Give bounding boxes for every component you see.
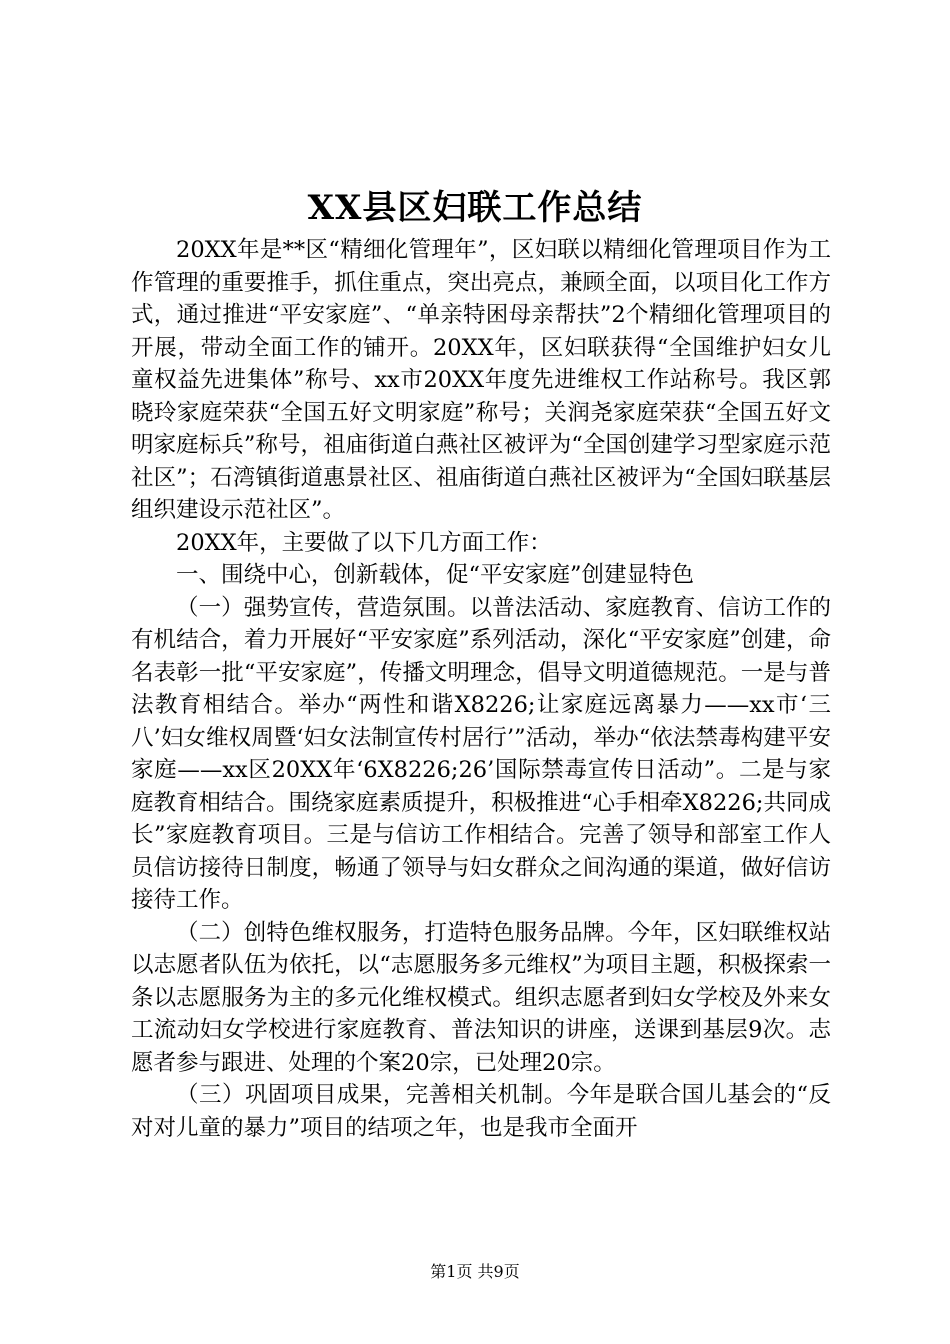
- paragraph-subsection-1: （一）强势宣传，营造氛围。以普法活动、家庭教育、信访工作的有机结合，着力开展好“平安家庭”系列活动，深化“平安家庭”创建，命名表彰一批“平安家庭”，传播文明理念，倡导文明道德规范。一是与普法教育相结合。举办“两性和谐X8226;让家庭远离暴力——xx市‘三八’妇女维权周暨‘妇女法制宣传村居行’”活动，举办“依法禁毒构建平安家庭——xx区20XX年‘6X8226;26’国际禁毒宣传日活动”。二是与家庭教育相结合。围绕家庭素质提升，积极推进“心手相牵X8226;共同成长”家庭教育项目。三是与信访工作相结合。完善了领导和部室工作人员信访接待日制度，畅通了领导与妇女群众之间沟通的渠道，做好信访接待工作。: [131, 594, 831, 913]
- page-number-footer: 第1页 共9页: [430, 1262, 520, 1281]
- document-body: [131, 234, 831, 1144]
- paragraph-subsection-2: （二）创特色维权服务，打造特色服务品牌。今年，区妇联维权站以志愿者队伍为依托，以“志愿服务多元维权”为项目主题，积极探索一条以志愿服务为主的多元化维权模式。组织志愿者到妇女学校及外来女工流动妇女学校进行家庭教育、普法知识的讲座，送课到基层9次。志愿者参与跟进、处理的个案20宗，已处理20宗。: [131, 919, 831, 1076]
- paragraph-subsection-3: （三）巩固项目成果，完善相关机制。今年是联合国儿基会的“反对对儿童的暴力”项目的结项之年，也是我市全面开: [131, 1082, 831, 1141]
- document-title: XX县区妇联工作总结: [307, 188, 643, 228]
- paragraph-intro: 20XX年是**区“精细化管理年”，区妇联以精细化管理项目作为工作管理的重要推手，抓住重点，突出亮点，兼顾全面，以项目化工作方式，通过推进“平安家庭”、“单亲特困母亲帮扶”2个精细化管理项目的开展，带动全面工作的铺开。20XX年，区妇联获得“全国维护妇女儿童权益先进集体”称号、xx市20XX年度先进维权工作站称号。我区郭晓玲家庭荣获“全国五好文明家庭”称号；关润尧家庭荣获“全国五好文明家庭标兵”称号，祖庙街道白燕社区被评为“全国创建学习型家庭示范社区”；石湾镇街道惠景社区、祖庙街道白燕社区被评为“全国妇联基层组织建设示范社区”。: [131, 237, 831, 523]
- section-heading-1: 一、围绕中心，创新载体，促“平安家庭”创建显特色: [176, 562, 695, 588]
- paragraph-work-summary: 20XX年，主要做了以下几方面工作：: [176, 529, 552, 556]
